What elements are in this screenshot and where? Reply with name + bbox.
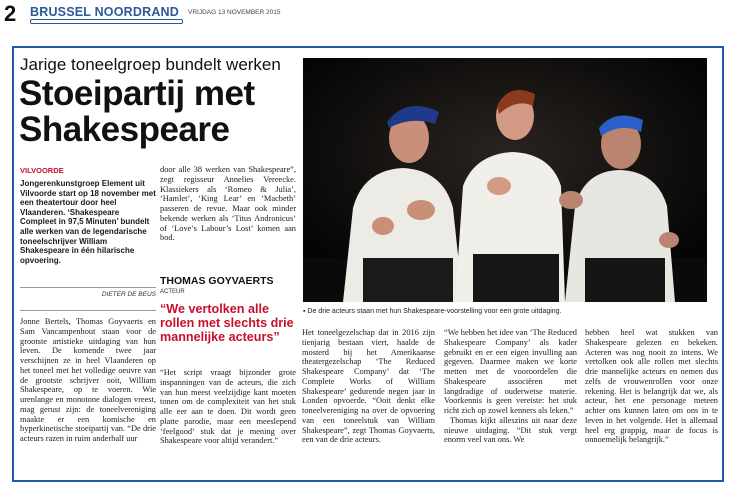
article-photo	[303, 58, 707, 302]
page-header	[0, 0, 732, 30]
article-headline: Stoeipartij met Shakespeare	[19, 74, 255, 149]
article-kicker: Jarige toneelgroep bundelt werken	[20, 55, 281, 74]
lead-separator	[20, 287, 156, 288]
publication-date: VRIJDAG 13 NOVEMBER 2015	[188, 9, 281, 16]
article-byline: DIETER DE BEUS	[101, 291, 156, 298]
three-actors-photo	[303, 58, 707, 302]
quote-author-role: ACTEUR	[160, 289, 185, 295]
pull-quote: “We vertolken alle rollen met slechts drie mannelijke acteurs”	[160, 302, 294, 344]
body-column-1: Jonne Bertels, Thomas Goyvaerts en Sam Vancampenhout staan voor de grootste artistieke uitdaging van hun leven. De komende twee jaar verschijnen ze in heel Vlaanderen op het toneel met het volledige oeuvre van de grootste schrijver ooit, William Shakespeare, op te voeren. Wie urenlange en monotone dialogen vreest, mag gerust zijn: de toneelvereniging maakte er een komische en hyperkinetische stoeipartij van. “De drie acteurs razen in ruim anderhalf uur	[20, 317, 156, 443]
body-column-4-paragraph-2: Thomas kijkt alleszins uit naar deze nieuwe uitdaging. “Dit stuk vergt enorm veel van ons. We	[444, 415, 577, 445]
body-column-5: hebben heel wat stukken van Shakespeare gelezen en bekeken. Acteren was nog nooit zo intens. We vertolken ook alle rollen met slechts drie mannelijke acteurs en nemen dus zelfs de vrouwenrollen voor onze rekening. Het is belangrijk dat we, als acteur, het ene personage meteen achter ons kunnen laten om ons in te leven in het volgende. Het is allemaal heel erg grappig, maar de focus is onnoemelijk belangrijk.”	[585, 328, 718, 445]
quote-author: THOMAS GOYVAERTS	[160, 275, 274, 287]
section-underline	[30, 19, 183, 24]
body-column-2-top: door alle 38 werken van Shakespeare”, zegt regisseur Annelies Vereecke. Klassiekers als ‘Romeo & Julia’, ‘Hamlet’, ‘King Lear’ en ‘Macbeth’ passeren de revue. Maar ook minder bekende werken als ‘Titus Andronicus’ of ‘Love’s Labour’s Lost’ komen aan bod.	[160, 165, 296, 243]
article-lead: Jongerenkunstgroep Element uit Vilvoorde start op 18 november met een theatertour door heel Vlaanderen. ‘Shakespeare Compleet in 97,5 Minuten’ bundelt alle werken van de legendarische toneelschrijver William Shakespeare in één hilarische opvoering.	[20, 179, 156, 265]
photo-caption: ▪ De drie acteurs staan met hun Shakespeare-voorstelling voor een grote uitdaging.	[303, 308, 562, 315]
section-title: BRUSSEL NOORDRAND	[30, 5, 180, 19]
page-number: 2	[4, 1, 17, 26]
body-column-3: Het toneelgezelschap dat in 2016 zijn tienjarig bestaan viert, haalde de mosterd bij het Amerikaanse theatergezelschap ‘The Reduced Shakespeare Company’ dat ‘The Complete Works of William Shakespeare’ gedurende negen jaar in Londen opvoerde. “Ooit denkt elke toneelvereniging na over de opvoering van een toneelstuk van William Shakespeare”, zegt Thomas Goyvaerts, een van de drie acteurs.	[302, 328, 435, 445]
body-column-4	[444, 328, 577, 445]
body-column-2-bottom: “Het script vraagt bijzonder grote inspanningen van de acteurs, die zich van hun meest veelzijdige kant moeten tonen om de complexiteit van het stuk alle eer aan te doen. Dit wordt geen platte parodie, maar een meeslepend ‘feelgood’ stuk dat je mening over Shakespeare voor altijd verandert.”	[160, 368, 296, 446]
body-column-4-paragraph-1: “We hebben het idee van ‘The Reduced Shakespeare Company’ als kader gebruikt en er een eigen invulling aan gegeven. Daarmee maken we korte metten met de vooroordelen die Shakespeare associëren met langdradige of ouderwetse materie. Voorkennis is geen vereiste: het stuk richt zich op zowel kenners als leken.”	[444, 328, 577, 415]
byline-separator	[20, 310, 156, 311]
dateline-place: VILVOORDE	[20, 166, 64, 175]
